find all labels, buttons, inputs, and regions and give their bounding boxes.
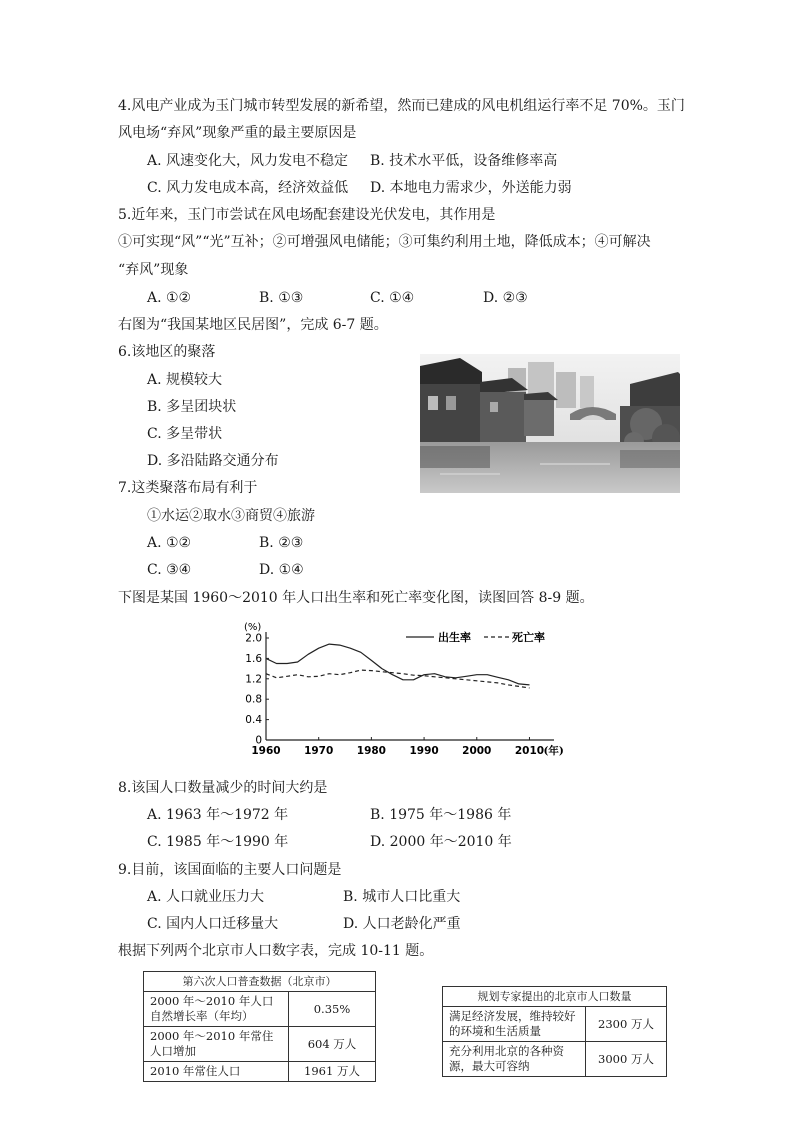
- table-cell-label: 2010 年常住人口: [144, 1062, 289, 1082]
- q9-option-a: A. 人口就业压力大: [147, 889, 265, 905]
- q8-option-a: A. 1963 年～1972 年: [147, 807, 289, 823]
- birth-death-rate-chart: [228, 618, 588, 764]
- table-cell-value: 3000 万人: [586, 1042, 667, 1077]
- table-cell-label: 充分利用北京的各种资源，最大可容纳: [443, 1042, 586, 1077]
- y-tick-label: 2.0: [245, 632, 262, 645]
- chart-svg: [228, 618, 588, 764]
- q5-option-d: D. ②③: [483, 290, 528, 306]
- intro-10-11: 根据下列两个北京市人口数字表，完成 10-11 题。: [118, 943, 434, 959]
- x-tick-label: 1970: [304, 745, 334, 757]
- q5-option-c: C. ①④: [370, 290, 415, 306]
- q4-stem-line1: 4.风电产业成为玉门城市转型发展的新希望，然而已建成的风电机组运行率不足 70%。玉门: [118, 98, 685, 114]
- q5-option-a: A. ①②: [147, 290, 192, 306]
- table-row: [443, 1007, 667, 1042]
- y-axis-label: (%): [244, 622, 262, 633]
- table-cell-label: 2000 年～2010 年常住人口增加: [144, 1027, 289, 1062]
- legend-death-label: 死亡率: [512, 631, 545, 644]
- q6-option-b: B. 多呈团块状: [147, 399, 237, 415]
- q8-option-d: D. 2000 年～2010 年: [370, 834, 512, 850]
- q4-stem-line2: 风电场“弃风”现象严重的最主要原因是: [118, 125, 357, 141]
- q8-option-c: C. 1985 年～1990 年: [147, 834, 289, 850]
- q8-stem: 8.该国人口数量减少的时间大约是: [118, 780, 328, 796]
- x-tick-label: 1960: [251, 745, 281, 757]
- q5-items-line1: ①可实现“风”“光”互补；②可增强风电储能；③可集约利用土地，降低成本；④可解决: [118, 234, 651, 250]
- q6-option-c: C. 多呈带状: [147, 426, 223, 442]
- q7-option-b: B. ②③: [259, 535, 304, 551]
- table-cell-value: 604 万人: [289, 1027, 376, 1062]
- q5-stem: 5.近年来，玉门市尝试在风电场配套建设光伏发电，其作用是: [118, 207, 496, 223]
- table-cell-label: 满足经济发展，维持较好的环境和生活质量: [443, 1007, 586, 1042]
- table-row: [443, 1042, 667, 1077]
- q4-option-c: C. 风力发电成本高，经济效益低: [147, 180, 349, 196]
- q4-option-a: A. 风速变化大，风力发电不稳定: [147, 153, 349, 169]
- q7-option-a: A. ①②: [147, 535, 192, 551]
- death-rate-line: [266, 670, 530, 688]
- y-tick-label: 1.6: [245, 652, 262, 665]
- q7-option-c: C. ③④: [147, 562, 192, 578]
- q4-option-b: B. 技术水平低，设备维修率高: [370, 153, 558, 169]
- planning-table-caption: 规划专家提出的北京市人口数量: [443, 987, 667, 1007]
- q6-option-a: A. 规模较大: [147, 372, 223, 388]
- y-tick-label: 0.4: [245, 714, 262, 727]
- x-tick-label: 2010: [514, 745, 545, 757]
- table-row: [144, 1062, 376, 1082]
- q4-option-d: D. 本地电力需求少，外送能力弱: [370, 180, 572, 196]
- birth-rate-line: [266, 644, 530, 685]
- q5-option-b: B. ①③: [259, 290, 304, 306]
- table-cell-value: 1961 万人: [289, 1062, 376, 1082]
- y-tick-label: 0: [255, 734, 262, 747]
- table-row: [144, 992, 376, 1027]
- canal-town-image: [420, 354, 680, 493]
- q8-option-b: B. 1975 年～1986 年: [370, 807, 512, 823]
- table-cell-value: 2300 万人: [586, 1007, 667, 1042]
- x-tick-label: 1990: [409, 745, 439, 757]
- q5-items-line2: “弃风”现象: [118, 262, 189, 278]
- table-cell-label: 2000 年～2010 年人口自然增长率（年均）: [144, 992, 289, 1027]
- q7-items: ①水运②取水③商贸④旅游: [147, 508, 315, 524]
- q6-stem: 6.该地区的聚落: [118, 344, 216, 360]
- q6-option-d: D. 多沿陆路交通分布: [147, 453, 279, 469]
- intro-6-7: 右图为“我国某地区民居图”，完成 6-7 题。: [118, 317, 388, 333]
- q9-option-c: C. 国内人口迁移量大: [147, 916, 279, 932]
- q9-option-b: B. 城市人口比重大: [343, 889, 461, 905]
- y-tick-label: 1.2: [245, 673, 262, 686]
- q7-stem: 7.这类聚落布局有利于: [118, 480, 258, 496]
- q9-stem: 9.目前，该国面临的主要人口问题是: [118, 862, 342, 878]
- legend-birth-label: 出生率: [438, 631, 471, 644]
- y-tick-label: 0.8: [245, 693, 262, 706]
- q7-option-d: D. ①④: [259, 562, 304, 578]
- census-table: [143, 971, 376, 1082]
- census-table-caption: 第六次人口普查数据（北京市）: [144, 972, 376, 992]
- x-axis-label: (年): [543, 745, 564, 757]
- x-tick-label: 1980: [356, 745, 387, 757]
- q9-option-d: D. 人口老龄化严重: [343, 916, 461, 932]
- table-row: [144, 1027, 376, 1062]
- residence-photo: [420, 354, 680, 493]
- x-tick-label: 2000: [462, 745, 492, 757]
- intro-8-9: 下图是某国 1960～2010 年人口出生率和死亡率变化图，读图回答 8-9 题。: [118, 590, 594, 606]
- planning-table: [442, 986, 667, 1077]
- table-cell-value: 0.35%: [289, 992, 376, 1027]
